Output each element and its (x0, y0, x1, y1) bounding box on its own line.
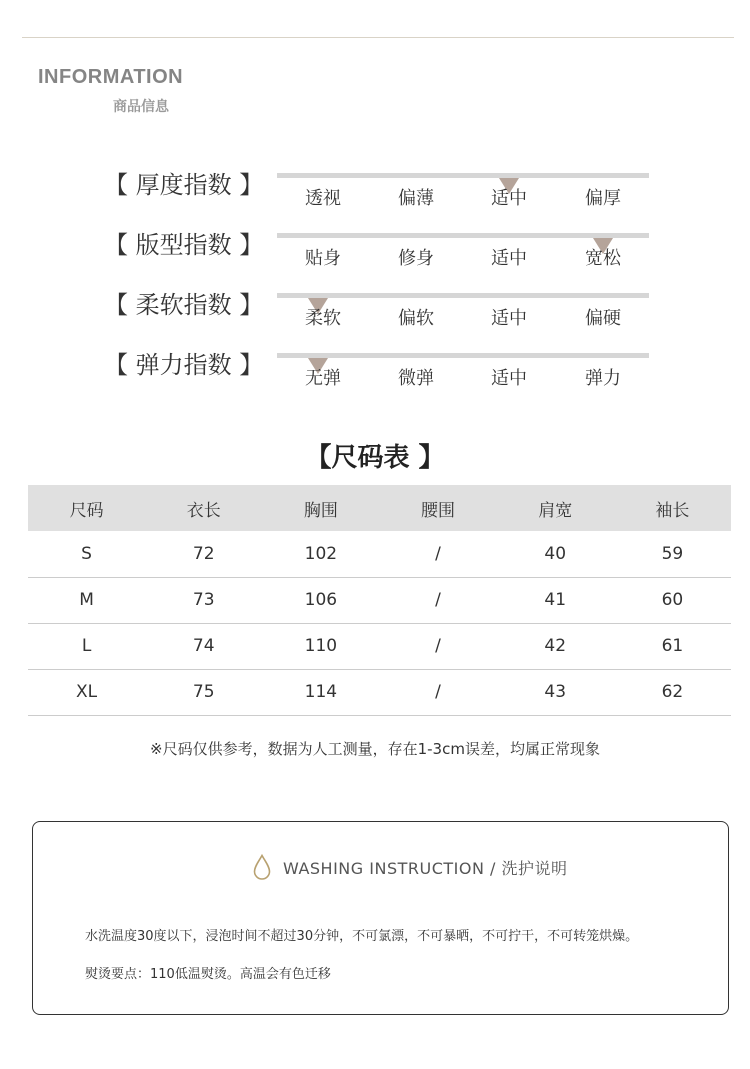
table-cell: S (28, 531, 145, 577)
table-cell: 73 (145, 577, 262, 623)
table-row (28, 669, 731, 715)
fit-index (0, 225, 750, 285)
table-cell: / (379, 669, 496, 715)
washing-title: WASHING INSTRUCTION / 洗护说明 (283, 858, 568, 878)
index-option: 适中 (491, 308, 527, 329)
information-title: INFORMATION (38, 66, 184, 88)
table-cell: 74 (145, 623, 262, 669)
table-cell: 75 (145, 669, 262, 715)
index-option: 偏硬 (585, 308, 621, 329)
table-header-cell: 衣长 (145, 485, 262, 531)
table-cell: 106 (262, 577, 379, 623)
elasticity-index (0, 345, 750, 405)
index-option: 偏软 (398, 308, 434, 329)
table-cell: / (379, 577, 496, 623)
table-cell: / (379, 623, 496, 669)
index-bar (277, 173, 649, 178)
table-cell: L (28, 623, 145, 669)
washing-header (253, 854, 568, 880)
index-option: 贴身 (305, 248, 341, 269)
table-cell: / (379, 531, 496, 577)
index-label: 【 版型指数 】 (104, 231, 264, 259)
table-header-cell: 腰围 (379, 485, 496, 531)
top-divider (22, 37, 734, 38)
information-subtitle: 商品信息 (113, 99, 169, 115)
table-cell: 60 (614, 577, 731, 623)
index-bar (277, 293, 649, 298)
index-option: 偏薄 (398, 188, 434, 209)
table-cell: 40 (497, 531, 614, 577)
washing-text-line: 水洗温度30度以下，浸泡时间不超过30分钟，不可氯漂，不可暴晒，不可拧干，不可转笼烘燥。 (85, 929, 639, 944)
table-cell: 42 (497, 623, 614, 669)
table-header-cell: 尺码 (28, 485, 145, 531)
table-cell: M (28, 577, 145, 623)
table-row (28, 577, 731, 623)
size-table (28, 485, 731, 716)
thickness-index (0, 165, 750, 225)
table-cell: 43 (497, 669, 614, 715)
table-cell: 114 (262, 669, 379, 715)
table-cell: 59 (614, 531, 731, 577)
index-option: 微弹 (398, 368, 434, 389)
size-note: ※尺码仅供参考，数据为人工测量，存在1-3cm误差，均属正常现象 (150, 740, 600, 758)
index-option: 宽松 (585, 248, 621, 269)
table-cell: 61 (614, 623, 731, 669)
table-header-row (28, 485, 731, 531)
table-header-cell: 袖长 (614, 485, 731, 531)
index-bar (277, 353, 649, 358)
table-row (28, 531, 731, 577)
softness-index (0, 285, 750, 345)
washing-instruction-box (32, 821, 729, 1015)
index-label: 【 厚度指数 】 (104, 171, 264, 199)
index-option: 弹力 (585, 368, 621, 389)
index-option: 偏厚 (585, 188, 621, 209)
table-cell: 102 (262, 531, 379, 577)
table-header-cell: 肩宽 (497, 485, 614, 531)
washing-text-line: 熨烫要点：110低温熨烫。高温会有色迁移 (85, 967, 331, 982)
table-header-cell: 胸围 (262, 485, 379, 531)
table-cell: 110 (262, 623, 379, 669)
table-cell: 72 (145, 531, 262, 577)
index-option: 修身 (398, 248, 434, 269)
water-drop-icon (253, 854, 271, 880)
index-option: 适中 (491, 248, 527, 269)
table-cell: 41 (497, 577, 614, 623)
size-chart-title: 【尺码表 】 (305, 443, 445, 473)
index-option: 柔软 (305, 308, 341, 329)
index-option: 透视 (305, 188, 341, 209)
index-option: 无弹 (305, 368, 341, 389)
index-option: 适中 (491, 188, 527, 209)
index-label: 【 弹力指数 】 (104, 351, 264, 379)
index-option: 适中 (491, 368, 527, 389)
table-cell: 62 (614, 669, 731, 715)
table-cell: XL (28, 669, 145, 715)
table-row (28, 623, 731, 669)
index-label: 【 柔软指数 】 (104, 291, 264, 319)
